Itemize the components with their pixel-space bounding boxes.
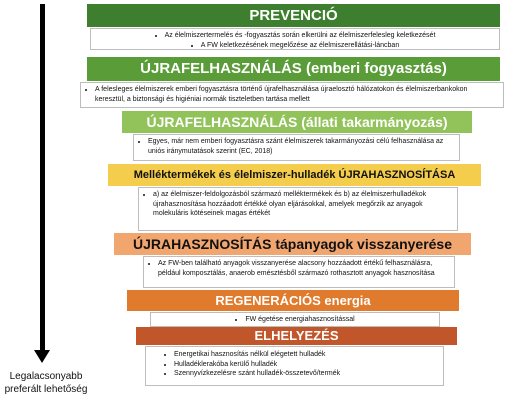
arrow-shaft — [40, 4, 45, 352]
level-reuse-human-details — [80, 82, 504, 108]
list-item: • Az élelmiszertermelés és -fogyasztás során elkerülni az élelmiszerfelesleg keletkezését — [91, 31, 499, 41]
level-energy-recovery-title: REGENERÁCIÓS energia — [127, 290, 459, 311]
list-item: • Energetikai hasznosítás nélkül elégetett hulladék — [174, 350, 439, 360]
level-prevention-title: PREVENCIÓ — [87, 4, 500, 27]
list-item: • Az FW-ben található anyagok visszanyerése alacsony hozzáadott értékű felhasználásra, például komposztálás, anaerob emésztésből származó rothasztott anyagok hasznosítása — [158, 259, 450, 278]
list-item: • Szennyvízkezelésre szánt hulladék-összetevő/termék — [174, 369, 439, 379]
level-disposal-details — [145, 346, 444, 386]
lowest-preference-label: Legalacsonyabb preferált lehetőség — [4, 371, 88, 395]
level-nutrient-recovery-title: ÚJRAHASZNOSÍTÁS tápanyagok visszanyerése — [114, 233, 471, 255]
level-reuse-animal-details — [133, 134, 460, 161]
level-prevention-details — [90, 28, 500, 50]
list-item: • FW égetése energiahasznosítással — [151, 315, 439, 325]
list-item: • Hulladéklerakóba kerülő hulladék — [174, 360, 439, 370]
level-energy-recovery-details — [150, 312, 440, 327]
level-byproduct-recycling-title: Melléktermékek és élelmiszer-hulladék ÚJRAHASZNOSÍTÁSA — [108, 164, 481, 186]
level-nutrient-recovery-details — [143, 256, 455, 288]
level-reuse-animal-title: ÚJRAFELHASZNÁLÁS (állati takarmányozás) — [122, 111, 472, 133]
list-item: • A FW keletkezésének megelőzése az élelmiszerellátási-láncban — [91, 41, 499, 51]
list-item: • a) az élelmiszer-feldolgozásból származó melléktermékek és b) az élelmiszerhulladékok újrahasznosítása hozzáadott értékké olyan eljárásokkal, amelyek megőrzik az anyagok molekuláris kötéseinek magas értékét — [153, 190, 453, 219]
level-reuse-human-title: ÚJRAFELHASZNÁLÁS (emberi fogyasztás) — [87, 57, 500, 81]
list-item: • A felesleges élelmiszerek emberi fogyasztásra történő újrafelhasználása újraelosztó hálózatokon és élelmiszerbankokon keresztül, a biztonsági és higiéniai normák tiszteletben tartása mellett — [95, 85, 499, 104]
level-disposal-title: ELHELYEZÉS — [136, 327, 457, 345]
list-item: • Egyes, már nem emberi fogyasztásra szánt élelmiszerek takarmányozási célú felhasználása az uniós iránymutatások szerint (EC, 2018) — [148, 137, 455, 156]
level-byproduct-recycling-details — [138, 187, 458, 231]
arrow-head-icon — [34, 350, 50, 363]
